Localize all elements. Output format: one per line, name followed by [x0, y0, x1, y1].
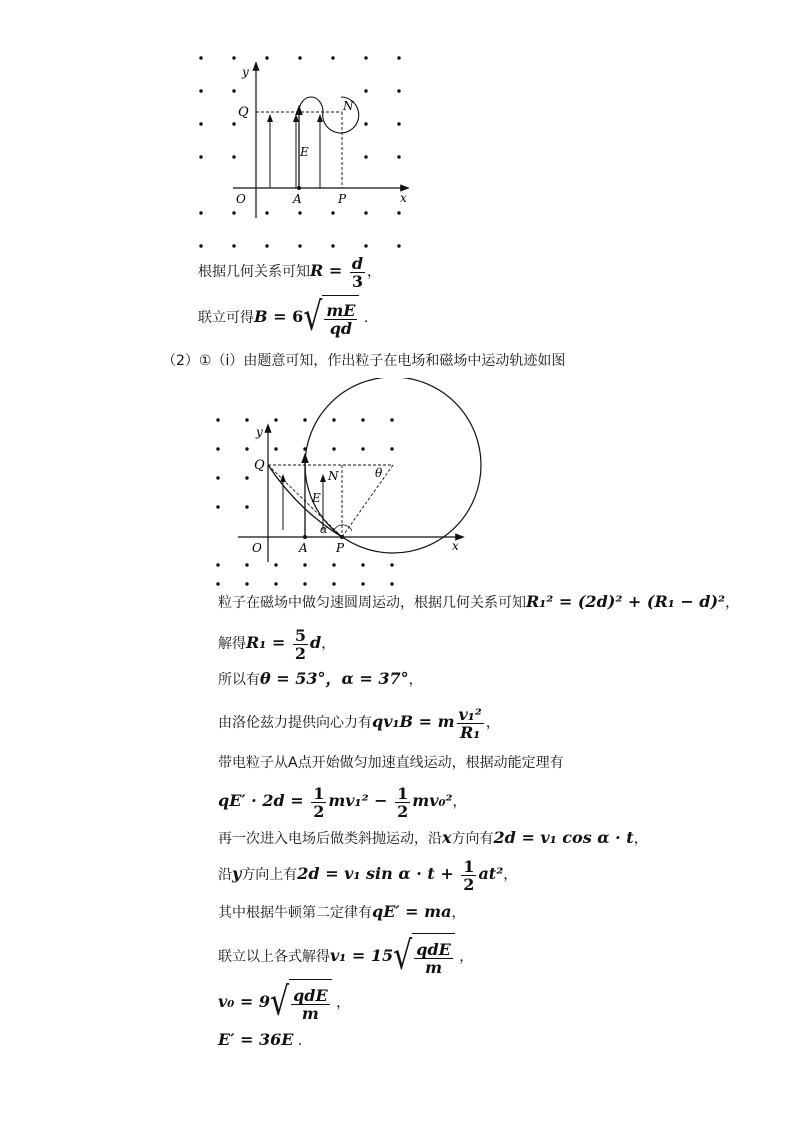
field-dot [303, 563, 306, 566]
label-a: A [293, 192, 302, 206]
field-dot [332, 563, 335, 566]
field-dot [232, 155, 235, 158]
field-dot [364, 155, 367, 158]
field-dot [298, 56, 301, 59]
label-a: A [299, 541, 308, 555]
field-dot [245, 582, 248, 585]
field-dot [245, 563, 248, 566]
field-dot [216, 563, 219, 566]
field-dot [298, 244, 301, 247]
field-dot [245, 447, 248, 450]
label-e: E [300, 145, 309, 159]
field-dot [232, 56, 235, 59]
field-dot [265, 244, 268, 247]
field-dot [390, 582, 393, 585]
label-y: y [242, 65, 249, 79]
field-dot [364, 122, 367, 125]
field-dot [364, 244, 367, 247]
field-dot [232, 122, 235, 125]
step-v1-result: 联立以上各式解得v₁ = 15√ $\frac{\text{qdE}}{m}$ ， [218, 933, 474, 980]
field-dot [274, 563, 277, 566]
field-dot [274, 447, 277, 450]
label-q: Q [238, 105, 249, 120]
field-dot [199, 89, 202, 92]
field-dot [298, 211, 301, 214]
label-e: E [312, 491, 321, 505]
field-dot [397, 122, 400, 125]
field-dot [232, 211, 235, 214]
label-y: y [256, 425, 263, 439]
field-dot [303, 582, 306, 585]
field-dot [199, 244, 202, 247]
field-dot [199, 122, 202, 125]
step-e-prime-result: E′ = 36E . [218, 1030, 303, 1049]
field-dot [216, 505, 219, 508]
field-dot [232, 89, 235, 92]
step-solve-r1: 解得R₁ = $\frac{5}{2}$ d， [218, 625, 336, 663]
figure-2 [205, 378, 490, 593]
field-dot [390, 447, 393, 450]
field-dot [331, 244, 334, 247]
field-dot [232, 244, 235, 247]
step-y-motion: 沿y方向上有2d = v₁ sin α · t + $\frac{1}{2}$ at²， [218, 856, 518, 894]
field-dot [265, 211, 268, 214]
step-energy-eq: qE′ · 2d = $\frac{1}{2}$ mv₁² − $\frac{1}{2}$ mv₀²， [218, 783, 467, 821]
field-dot [245, 418, 248, 421]
radius-dashed [342, 465, 393, 537]
alpha-arc [334, 525, 352, 531]
label-x: x [400, 191, 407, 205]
field-dot [216, 582, 219, 585]
field-dot [332, 447, 335, 450]
field-dot [216, 418, 219, 421]
label-x: x [452, 539, 459, 553]
field-dot [331, 211, 334, 214]
field-dot [245, 476, 248, 479]
field-dot [397, 89, 400, 92]
label-p: P [336, 541, 345, 555]
point-a-dot [297, 186, 301, 190]
label-o: O [236, 192, 246, 206]
field-dot [361, 447, 364, 450]
field-dot [361, 563, 364, 566]
field-dot [274, 418, 277, 421]
point-p-dot [340, 535, 344, 539]
step-geometry: 粒子在磁场中做匀速圆周运动，根据几何关系可知R₁² = (2d)² + (R₁ − d)²， [218, 592, 740, 611]
field-dot [216, 476, 219, 479]
field-dot [199, 56, 202, 59]
field-dot [364, 211, 367, 214]
step-energy-intro: 带电粒子从A点开始做匀加速直线运动，根据动能定理有 [218, 755, 564, 771]
field-dot [390, 418, 393, 421]
b-result: 联立可得B = 6√ $\frac{mE}{qd}$ . [198, 294, 369, 341]
field-dot [364, 89, 367, 92]
label-q: Q [254, 458, 265, 473]
label-n: N [328, 469, 339, 483]
label-alpha: α [320, 523, 328, 536]
field-dot [397, 211, 400, 214]
field-dot [216, 447, 219, 450]
field-dot [332, 418, 335, 421]
field-dot [199, 155, 202, 158]
field-dot [397, 56, 400, 59]
step-lorentz: 由洛伦兹力提供向心力有qv₁B = m $\frac{\text{v₁²}}{\text{R₁}}$ ， [218, 704, 500, 742]
step-v0-result: v₀ = 9√ $\frac{\text{qdE}}{m}$ ， [218, 979, 351, 1026]
field-dot [332, 582, 335, 585]
label-o: O [252, 541, 262, 555]
field-dot [303, 418, 306, 421]
field-dot [265, 56, 268, 59]
radius-relation: 根据几何关系可知R = $\frac{d}{3}$ ， [198, 253, 382, 291]
field-dot [397, 244, 400, 247]
field-dot [245, 505, 248, 508]
section-2-heading: （2）①（ⅰ）由题意可知，作出粒子在电场和磁场中运动轨迹如图 [162, 353, 566, 369]
figure-1 [190, 50, 420, 255]
step-newton: 其中根据牛顿第二定律有qE′ = ma， [218, 902, 466, 921]
step-x-motion: 再一次进入电场后做类斜抛运动，沿x方向有2d = v₁ cos α · t， [218, 828, 648, 847]
step-angles: 所以有θ = 53°，α = 37°， [218, 669, 423, 688]
label-theta: θ [375, 466, 383, 480]
field-dot [199, 211, 202, 214]
field-dot [331, 56, 334, 59]
field-dot [274, 582, 277, 585]
field-dot [397, 155, 400, 158]
field-dot [361, 418, 364, 421]
field-dot [361, 582, 364, 585]
point-a-dot [303, 535, 307, 539]
field-dot [364, 56, 367, 59]
label-p: P [338, 192, 347, 206]
label-n: N [343, 99, 354, 113]
field-dot [390, 563, 393, 566]
